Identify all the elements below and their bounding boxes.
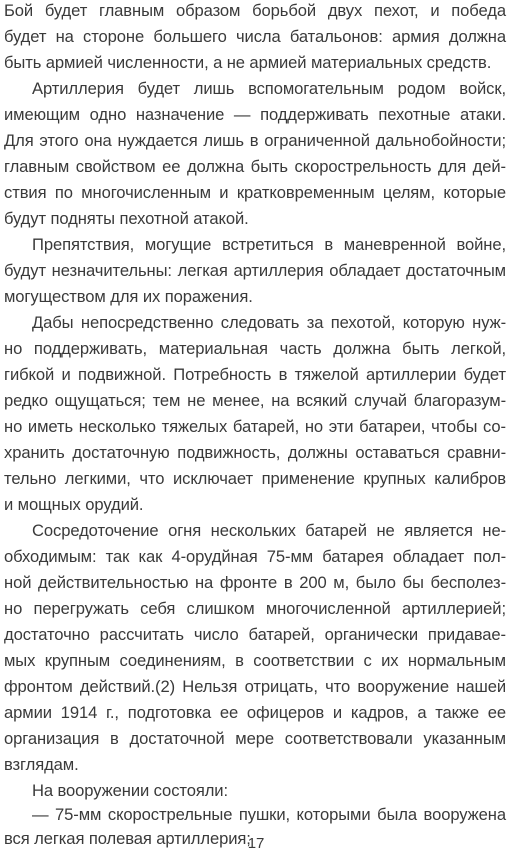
text-line: и мощных орудий. [4,495,144,514]
text-line: но перегружать себя слишком многочисленной артиллерией; [4,599,506,618]
text-line: быть армией численности, а не армией материальных средств. [4,53,492,72]
text-line: обходимым: так как 4-орудйная 75-мм батарея обладает пол- [4,547,506,566]
text-line: главным свойством ее должна быть скорострельность для дей- [4,157,506,176]
text-line: Сосредоточение огня нескольких батарей не является не- [32,521,506,540]
text-line: Бой будет главным образом борьбой двух пехот, и победа [4,1,506,20]
text-line: будут незначительны: легкая артиллерия обладает достаточным [4,261,506,280]
text-line: Для этого она нуждается лишь в ограниченной дальнобойности; [4,131,506,150]
text-line: ствия по многочисленным и кратковременным целям, которые [4,183,506,202]
text-line: — 75-мм скорострельные пушки, которыми была вооружена [32,805,506,824]
text-line: гибкой и подвижной. Потребность в тяжелой артиллерии будет [4,365,506,384]
text-line: Артиллерия будет лишь вспомогательным родом войск, [32,79,506,98]
text-line: достаточно рассчитать число батарей, органически придавае- [4,625,506,644]
text-line: На вооружении состояли: [32,781,228,800]
text-line: организация в достаточной мере соответствовали указанным [4,729,506,748]
text-line: редко ощущаться; тем не менее, на всякий случай благоразум- [4,391,506,410]
text-line: но иметь несколько тяжелых батарей, но эти батареи, чтобы со- [4,417,506,436]
text-line: могуществом для их поражения. [4,287,253,306]
text-line: ной действительностью на фронте в 200 м, было бы бесполез- [4,573,506,592]
text-line: тельно легкими, что исключает применение крупных калибров [4,469,506,488]
text-line: армии 1914 г., подготовка ее офицеров и кадров, а также ее [4,703,506,722]
text-line: будет на стороне большего числа батальонов: армия должна [4,27,506,46]
text-line: вся легкая полевая артиллерия; [4,829,251,848]
text-line: фронтом действий.(2) Нельзя отрицать, что вооружение нашей [4,677,506,696]
text-line: мых крупным соединениям, в соответствии с их нормальным [4,651,506,670]
text-line: имеющим одно назначение — поддерживать пехотные атаки. [4,105,506,124]
text-line: Препятствия, могущие встретиться в маневренной войне, [32,235,506,254]
page-number: 17 [247,835,265,852]
text-line: будут подняты пехотной атакой. [4,209,249,228]
text-line: хранить достаточную подвижность, должны оставаться сравни- [4,443,506,462]
text-line: Дабы непосредственно следовать за пехотой, которую нуж- [32,313,506,332]
text-line: взглядам. [4,755,79,774]
text-line: но поддерживать, материальная часть должна быть легкой, [4,339,506,358]
